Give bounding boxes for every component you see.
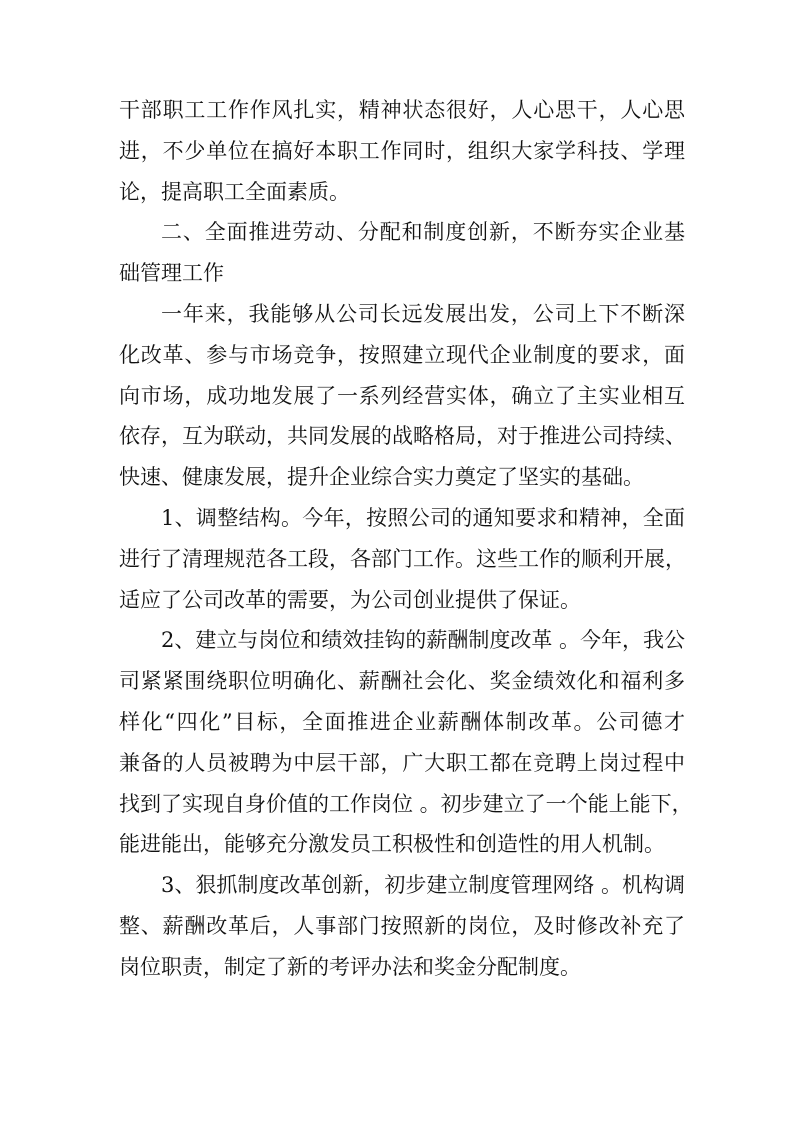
- paragraph-work-style: [119, 90, 685, 212]
- text-line: 能进能出，能够充分激发员工积极性和创造性的用人机制。: [119, 832, 665, 857]
- text-line: 找到了实现自身价值的工作岗位 。初步建立了一个能上能下，: [119, 791, 693, 816]
- text-line: 二、全面推进劳动、分配和制度创新，不断夯实企业基: [161, 220, 685, 245]
- section-heading-2: [119, 212, 685, 294]
- text-line: 向市场，成功地发展了一系列经营实体，确立了主实业相互: [119, 383, 685, 408]
- text-line: 1、调整结构。今年，按照公司的通知要求和精神，全面: [161, 505, 685, 530]
- text-line: 干部职工工作作风扎实，精神状态很好，人心思干，人心思: [119, 98, 685, 122]
- text-line: 论，提高职工全面素质。: [119, 179, 350, 204]
- text-line: 依存，互为联动，共同发展的战略格局，对于推进公司持续、: [119, 424, 686, 449]
- text-line: 一年来，我能够从公司长远发展出发，公司上下不断深: [161, 301, 685, 326]
- paragraph-item-2: [119, 620, 693, 865]
- text-line: 岗位职责，制定了新的考评办法和奖金分配制度。: [119, 954, 581, 979]
- text-line: 快速、健康发展，提升企业综合实力奠定了坚实的基础。: [119, 465, 644, 490]
- text-line: 整、薪酬改革后，人事部门按照新的岗位，及时修改补充了: [119, 913, 685, 938]
- paragraph-year-review: [119, 294, 685, 498]
- text-line: 础管理工作: [119, 261, 224, 286]
- paragraph-item-1: [119, 498, 685, 620]
- text-line: 样化“四化”目标，全面推进企业薪酬体制改革。公司德才: [119, 709, 685, 734]
- body-text: [119, 90, 693, 988]
- text-line: 化改革、参与市场竞争，按照建立现代企业制度的要求，面: [119, 342, 685, 367]
- text-line: 司紧紧围绕职位明确化、薪酬社会化、奖金绩效化和福利多: [119, 669, 685, 694]
- text-line: 2、建立与岗位和绩效挂钩的薪酬制度改革 。今年，我公: [161, 628, 686, 653]
- text-line: 3、狠抓制度改革创新，初步建立制度管理网络 。机构调: [161, 873, 686, 898]
- text-line: 进，不少单位在搞好本职工作同时，组织大家学科技、学理: [119, 138, 685, 163]
- text-line: 进行了清理规范各工段，各部门工作。这些工作的顺利开展，: [119, 546, 686, 571]
- paragraph-item-3: [119, 865, 685, 987]
- text-line: 适应了公司改革的需要，为公司创业提供了保证。: [119, 587, 581, 612]
- text-line: 兼备的人员被聘为中层干部，广大职工都在竞聘上岗过程中: [119, 750, 685, 775]
